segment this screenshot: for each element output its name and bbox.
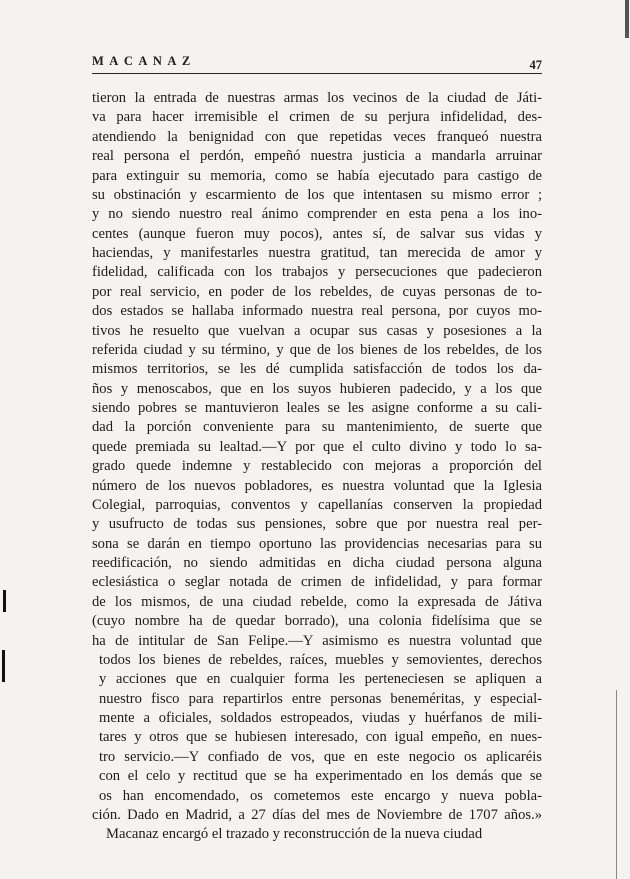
- text-line: y acciones que en cualquier forma les perteneciesen se apliquen a: [99, 671, 542, 688]
- scan-edge-mark: [625, 0, 629, 38]
- scan-edge-mark: [2, 650, 5, 682]
- text-line: grado quede indemne y restablecido con mejoras a proporción del: [92, 458, 542, 475]
- text-line: real persona el perdón, empeñó nuestra justicia a mandarla arruinar: [92, 148, 542, 165]
- text-line: todos los bienes de rebeldes, raíces, muebles y semovientes, derechos: [99, 651, 542, 668]
- text-line: atendiendo la benignidad con que repetidas veces franqueó nuestra: [92, 128, 542, 145]
- text-line: con el celo y rectitud que se ha experimentado en los demás que se: [99, 768, 542, 785]
- text-line: ños y menoscabos, que en los suyos hubieren padecido, y a los que: [92, 380, 542, 397]
- text-line: tivos he resuelto que vuelvan a ocupar sus casas y posesiones a la: [92, 322, 542, 339]
- text-line: dos estados se hallaba informado nuestra real persona, por cuyos mo-: [92, 303, 542, 320]
- text-line: dad la porción conveniente para su mantenimiento, de suerte que: [92, 419, 542, 436]
- text-line: fidelidad, calificada con los trabajos y persecuciones que padecieron: [92, 264, 542, 281]
- text-line: Colegial, parroquias, conventos y capellanías conserven la propiedad: [92, 496, 542, 513]
- body-text: [92, 89, 542, 845]
- scan-edge-mark: [616, 690, 617, 879]
- text-line: ción. Dado en Madrid, a 27 días del mes de Noviembre de 1707 años.»: [92, 806, 542, 823]
- text-line: reedificación, no siendo admitidas en dicha ciudad persona alguna: [92, 555, 542, 571]
- text-line: quede premiada su lealtad.—Y por que el culto divino y todo lo sa-: [92, 438, 542, 455]
- text-line: os han encomendado, os cometemos este encargo y nueva pobla-: [99, 787, 542, 804]
- text-line: su obstinación y escarmiento de los que intentasen su mismo error ;: [92, 186, 542, 203]
- text-line: tro servicio.—Y confiado de vos, que en este negocio os aplicaréis: [99, 748, 542, 765]
- text-line: para extinguir su memoria, como se había ejecutado para castigo de: [92, 167, 542, 184]
- page-header: [92, 54, 542, 74]
- text-line: va para hacer irremisible el crimen de su perjura infidelidad, des-: [92, 109, 542, 126]
- text-line: por real servicio, en poder de los rebeldes, de cuyas personas de to-: [92, 283, 542, 300]
- text-line: y no siendo nuestro real ánimo comprender en esta pena a los ino-: [92, 206, 542, 223]
- text-line: eclesiástica o seglar notada de crimen de infidelidad, y para formar: [92, 574, 542, 591]
- text-line: centes (aunque fueron muy pocos), antes sí, de salvar sus vidas y: [92, 225, 542, 242]
- text-line: Macanaz encargó el trazado y reconstrucción de la nueva ciudad: [106, 826, 483, 843]
- text-line: (cuyo nombre ha de quedar borrado), una colonia fidelísima que se: [92, 613, 542, 630]
- running-title: MACANAZ: [92, 54, 196, 68]
- text-line: referida ciudad y su término, y que de los bienes de los rebeldes, de los: [92, 341, 542, 358]
- page-number: 47: [529, 58, 542, 72]
- text-line: haciendas, y manifestarles nuestra gratitud, tan merecida de amor y: [92, 245, 542, 261]
- text-line: número de los nuevos pobladores, es nuestra voluntad que la Iglesia: [92, 477, 542, 494]
- scan-edge-mark: [3, 590, 6, 612]
- text-line: tieron la entrada de nuestras armas los vecinos de la ciudad de Játi-: [92, 90, 542, 106]
- text-line: mismos territorios, se les dé cumplida satisfacción de todos los da-: [92, 361, 542, 378]
- text-line: mente a oficiales, soldados estropeados, viudas y huérfanos de mili-: [99, 710, 542, 726]
- text-line: tares y otros que se hubiesen interesado, con igual empeño, en nues-: [99, 729, 542, 746]
- text-line: ha de intitular de San Felipe.—Y asimismo es nuestra voluntad que: [92, 632, 542, 649]
- text-line: y usufructo de todas sus pensiones, sobre que por nuestra real per-: [92, 516, 542, 533]
- text-line: siendo pobres se mantuvieron leales se les asigne conforme a su cali-: [92, 400, 542, 416]
- header-rule: [92, 73, 542, 74]
- text-line: sona se darán en tiempo oportuno las providencias necesarias para su: [92, 535, 542, 552]
- text-line: nuestro fisco para repartirlos entre personas beneméritas, y especial-: [99, 690, 542, 707]
- text-line: de los mismos, de una ciudad rebelde, como la expresada de Játiva: [92, 593, 542, 610]
